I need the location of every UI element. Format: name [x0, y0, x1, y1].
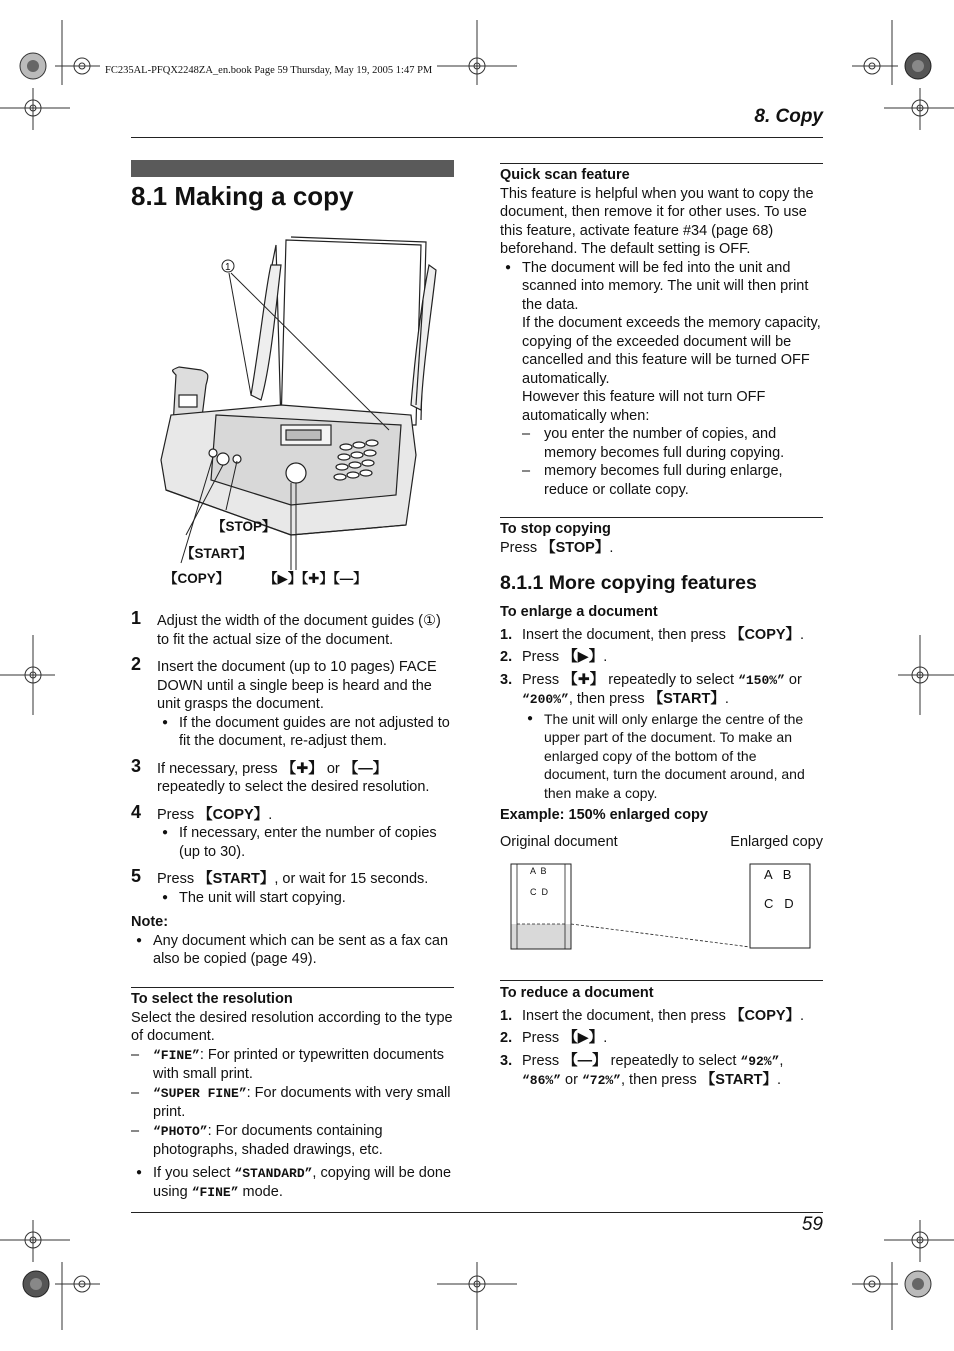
enlarge-step-2 — [500, 648, 823, 667]
step-number: 1 — [131, 608, 142, 628]
resolution-section — [131, 990, 454, 1203]
enlarge-heading: To enlarge a document — [500, 604, 658, 620]
text: Press — [157, 871, 199, 887]
reduce-step-3 — [500, 1052, 823, 1091]
start-key: 【START】 — [700, 1072, 778, 1088]
step-number: 5 — [131, 866, 142, 886]
text: Press — [522, 649, 564, 665]
note-heading: Note: — [131, 914, 169, 930]
resolution-intro: Select the desired resolution according to the type of document. — [131, 1009, 453, 1044]
step-text: Insert the document (up to 10 pages) FACE DOWN until a single beep is heard and the unit grasps the document. — [157, 659, 437, 712]
step-text: Adjust the width of the document guides (①) to fit the actual size of the document. — [157, 613, 441, 648]
step-number: 2. — [500, 649, 513, 665]
print-slug: FC235AL-PFQX2248ZA_en.book Page 59 Thursday, May 19, 2005 1:47 PM — [105, 65, 433, 76]
text: . — [800, 1007, 805, 1024]
section-bar — [131, 160, 454, 177]
step-number: 2. — [500, 1030, 513, 1046]
text: , then press — [568, 691, 649, 707]
start-key: 【START】 — [198, 871, 275, 887]
enl-ab: A B — [764, 867, 792, 882]
rule-resolution — [131, 987, 454, 988]
step-number: 3. — [500, 1052, 513, 1069]
text: repeatedly to select — [604, 671, 739, 688]
reduce-step-2 — [500, 1029, 823, 1048]
quick-scan-para1: If the document exceeds the memory capacity, copying of the exceeded document will be cancelled and this feature will be turned OFF automatically. — [522, 315, 821, 387]
code-150: “150%” — [738, 672, 785, 688]
resolution-super-fine — [131, 1084, 454, 1122]
text: . — [609, 539, 614, 556]
page-number: 59 — [801, 1214, 823, 1235]
quick-scan-heading: Quick scan feature — [500, 167, 630, 183]
text: Press — [157, 806, 199, 823]
callout-1: 1 — [225, 262, 231, 273]
text: or — [784, 671, 802, 688]
text: repeatedly to select the desired resolution. — [157, 779, 430, 795]
text: Press — [522, 1030, 564, 1046]
step-text — [157, 760, 454, 797]
text: Press — [500, 539, 542, 556]
code-standard: “STANDARD” — [234, 1165, 313, 1181]
code-super-fine: “SUPER FINE” — [153, 1085, 247, 1101]
label-start: 【START】 — [181, 546, 252, 561]
original-label: Original document — [500, 834, 618, 850]
minus-key: 【—】 — [343, 760, 388, 777]
text: , copying will be done using — [153, 1164, 452, 1200]
text: . — [724, 691, 729, 707]
code-92: “92%” — [740, 1053, 780, 1069]
code-fine: “FINE” — [153, 1047, 200, 1063]
text: Press — [522, 671, 564, 688]
quick-scan-para2: However this feature will not turn OFF automatically when: — [522, 389, 766, 424]
start-key: 【START】 — [648, 691, 725, 707]
copy-key: 【COPY】 — [729, 626, 801, 643]
step-text — [157, 806, 454, 825]
reduce-heading: To reduce a document — [500, 985, 654, 1001]
right-key: 【▶】 — [563, 1030, 604, 1046]
text: or — [561, 1072, 582, 1088]
quick-scan-bullet: ● The document will be fed into the unit and scanned into memory. The unit will then print the data. — [500, 259, 823, 315]
plus-key: 【✚】 — [563, 671, 605, 688]
quick-scan-dash-1: – you enter the number of copies, and memory becomes full during copying. — [522, 425, 823, 462]
stop-section — [500, 520, 823, 557]
text: : For documents with very small print. — [153, 1084, 451, 1120]
text: or — [322, 760, 344, 777]
text: . — [603, 649, 608, 665]
text: . — [268, 806, 273, 823]
orig-cd: C D — [530, 887, 548, 897]
text: If you select — [153, 1164, 235, 1181]
orig-ab: A B — [530, 866, 547, 876]
rule-quick-scan — [500, 163, 823, 164]
enl-cd: C D — [764, 896, 794, 911]
resolution-photo — [131, 1122, 454, 1160]
reduce-step-1 — [500, 1007, 823, 1026]
text: repeatedly to select — [606, 1052, 741, 1069]
step-2 — [131, 654, 454, 751]
step-bullet: ● If necessary, enter the number of copies (up to 30). — [157, 824, 454, 861]
stop-text — [500, 539, 823, 558]
example-heading: Example: 150% enlarged copy — [500, 807, 708, 823]
text: . — [777, 1072, 782, 1088]
text: If necessary, press — [157, 760, 282, 777]
resolution-fine — [131, 1046, 454, 1084]
label-arrows: 【▶】【✚】【—】 — [264, 571, 367, 586]
step-4 — [131, 801, 454, 862]
label-copy: 【COPY】 — [164, 571, 230, 586]
text: Insert the document, then press — [522, 1007, 730, 1024]
step-number: 3 — [131, 755, 142, 776]
step-number: 3. — [500, 671, 513, 688]
footer-rule — [131, 1212, 823, 1213]
stop-key: 【STOP】 — [541, 539, 610, 556]
enlarge-step-1 — [500, 626, 823, 645]
stop-heading: To stop copying — [500, 521, 611, 537]
step-bullet: ● The unit will start copying. — [157, 889, 454, 908]
code-photo: “PHOTO” — [153, 1123, 208, 1139]
resolution-bullet — [131, 1164, 454, 1203]
fax-machine-illustration — [131, 225, 461, 595]
enlarge-section — [500, 603, 823, 825]
step-5 — [131, 866, 454, 907]
label-stop: 【STOP】 — [212, 519, 276, 534]
rule-stop — [500, 517, 823, 518]
reduce-section — [500, 984, 823, 1091]
more-features-title: 8.1.1 More copying features — [500, 572, 757, 594]
note-bullet: ● Any document which can be sent as a fax can also be copied (page 49). — [131, 932, 454, 969]
plus-key: 【✚】 — [281, 760, 323, 777]
text: mode. — [238, 1184, 283, 1200]
copy-key: 【COPY】 — [729, 1007, 801, 1024]
resolution-heading: To select the resolution — [131, 991, 293, 1007]
rule-reduce — [500, 980, 823, 981]
text: , then press — [620, 1072, 701, 1088]
section-title: 8.1 Making a copy — [131, 181, 354, 211]
step-number: 1. — [500, 626, 513, 643]
step-text — [157, 870, 454, 889]
enlarge-step-3 — [500, 671, 823, 710]
text: : For printed or typewritten documents with small print. — [153, 1046, 445, 1082]
step-number: 1. — [500, 1007, 513, 1024]
enlarge-bullet: ● The unit will only enlarge the centre of the upper part of the document. To make an enlarged copy of the bottom of the document, turn the document around, and then make a copy. — [522, 710, 823, 803]
step-bullet: ● If the document guides are not adjusted to fit the document, re-adjust them. — [157, 714, 454, 751]
steps-list — [131, 608, 454, 969]
enlarged-label: Enlarged copy — [730, 834, 823, 850]
text: . — [800, 626, 805, 643]
minus-key: 【—】 — [563, 1052, 607, 1069]
code-72: “72%” — [581, 1073, 621, 1088]
code-86: “86%” — [522, 1073, 562, 1088]
step-3 — [131, 755, 454, 797]
quick-scan-dash-2: – memory becomes full during enlarge, reduce or collate copy. — [522, 462, 823, 499]
header-rule — [131, 137, 823, 138]
step-1 — [131, 608, 454, 649]
right-key: 【▶】 — [563, 649, 604, 665]
code-fine: “FINE” — [191, 1185, 239, 1200]
text: , — [779, 1052, 784, 1069]
text: , or wait for 15 seconds. — [274, 871, 429, 887]
quick-scan-section — [500, 166, 823, 499]
quick-scan-intro: This feature is helpful when you want to copy the document, then remove it for other uses. To use this feature, activate feature #34 (page 68) beforehand. The default setting is OFF. — [500, 185, 814, 257]
text: Insert the document, then press — [522, 626, 730, 643]
copy-key: 【COPY】 — [198, 806, 269, 823]
step-number: 2 — [131, 654, 142, 674]
text: . — [603, 1030, 608, 1046]
text: : For documents containing photographs, shaded drawings, etc. — [153, 1122, 383, 1158]
text: Press — [522, 1052, 564, 1069]
step-number: 4 — [131, 801, 142, 822]
chapter-header: 8. Copy — [754, 106, 823, 127]
code-200: “200%” — [522, 692, 569, 707]
